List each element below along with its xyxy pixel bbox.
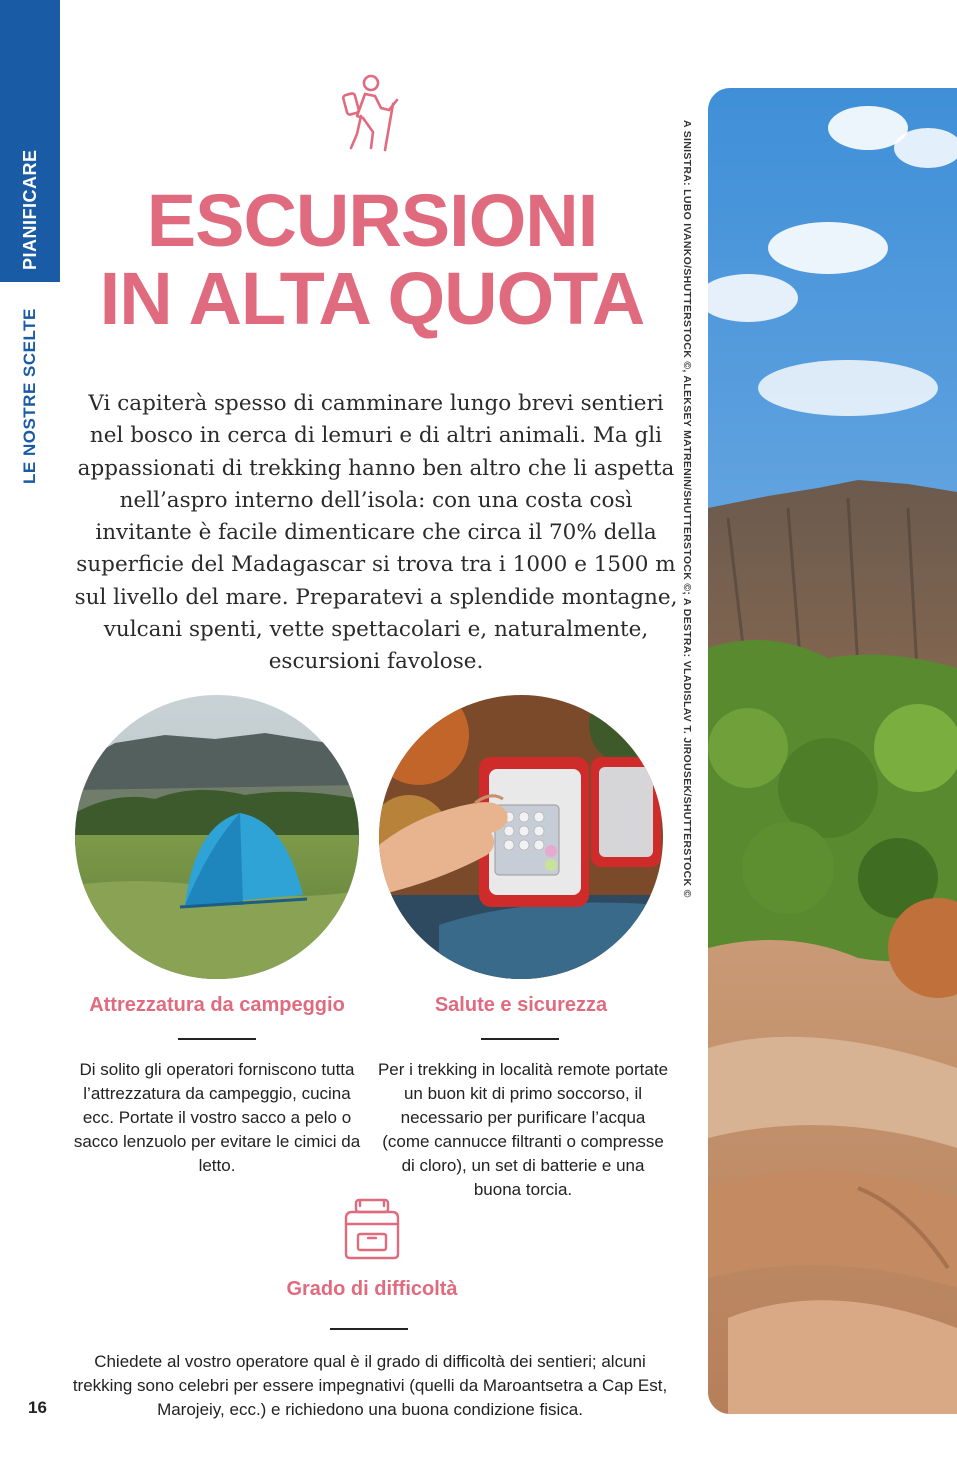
title-line-1: ESCURSIONI bbox=[146, 179, 598, 262]
section-heading-difficulty: Grado di difficoltà bbox=[286, 1278, 458, 1300]
section-divider bbox=[330, 1328, 408, 1330]
backpack-icon bbox=[342, 1198, 402, 1260]
section-body-difficulty: Chiedete al vostro operatore qual è il grado di difficoltà dei sentieri; alcuni trekking sono celebri per essere impegnativi (quelli da Maroantsetra a Cap Est, Marojeiy, ecc.) e richiedono una buona condizione fisica. bbox=[72, 1352, 668, 1419]
intro-paragraph: Vi capiterà spesso di camminare lungo brevi sentieri nel bosco in cerca di lemuri e di altri animali. Ma gli appassionati di trekking hanno ben altro che li aspetta nell’aspro interno dell’isola: con una costa così invitante è facile dimenticare che circa il 70% della superficie del Madagascar si trova tra i 1000 e 1500 m sul livello del mare. Preparatevi a splendide montagne, vulcani spenti, vette spettacolari e, naturalmente, escursioni favolose. bbox=[74, 391, 678, 675]
first-aid-photo bbox=[379, 695, 663, 979]
landscape-photo bbox=[708, 88, 957, 1414]
photo-credit: A SINISTRA: LUBO IVANKO/SHUTTERSTOCK ©, ALEKSEY MATRENIN/SHUTTERSTOCK ©; A DESTRA: VLADISLAV T. JIROUSEK/SHUTTERSTOCK © bbox=[681, 120, 693, 898]
section-heading-health: Salute e sicurezza bbox=[434, 994, 608, 1016]
page-title bbox=[60, 179, 684, 340]
section-body-health: Per i trekking in località remote portate un buon kit di primo soccorso, il necessario per purificare l’acqua (come cannucce filtranti o compresse di cloro), un set di batterie e una buona torcia. bbox=[377, 1060, 669, 1199]
subsection-label: LE NOSTRE SCELTE bbox=[20, 308, 39, 484]
section-divider bbox=[178, 1038, 256, 1040]
section-heading-camping: Attrezzatura da campeggio bbox=[89, 994, 345, 1016]
camping-photo bbox=[75, 695, 359, 979]
page-number: 16 bbox=[28, 1398, 47, 1417]
section-tab-label: PIANIFICARE bbox=[20, 149, 40, 270]
section-divider bbox=[481, 1038, 559, 1040]
section-body-camping: Di solito gli operatori forniscono tutta l’attrezzatura da campeggio, cucina ecc. Portate il vostro sacco a pelo o sacco lenzuolo per evitare le cimici da letto. bbox=[73, 1060, 361, 1175]
hiker-icon bbox=[335, 72, 407, 154]
title-line-2: IN ALTA QUOTA bbox=[99, 257, 645, 340]
